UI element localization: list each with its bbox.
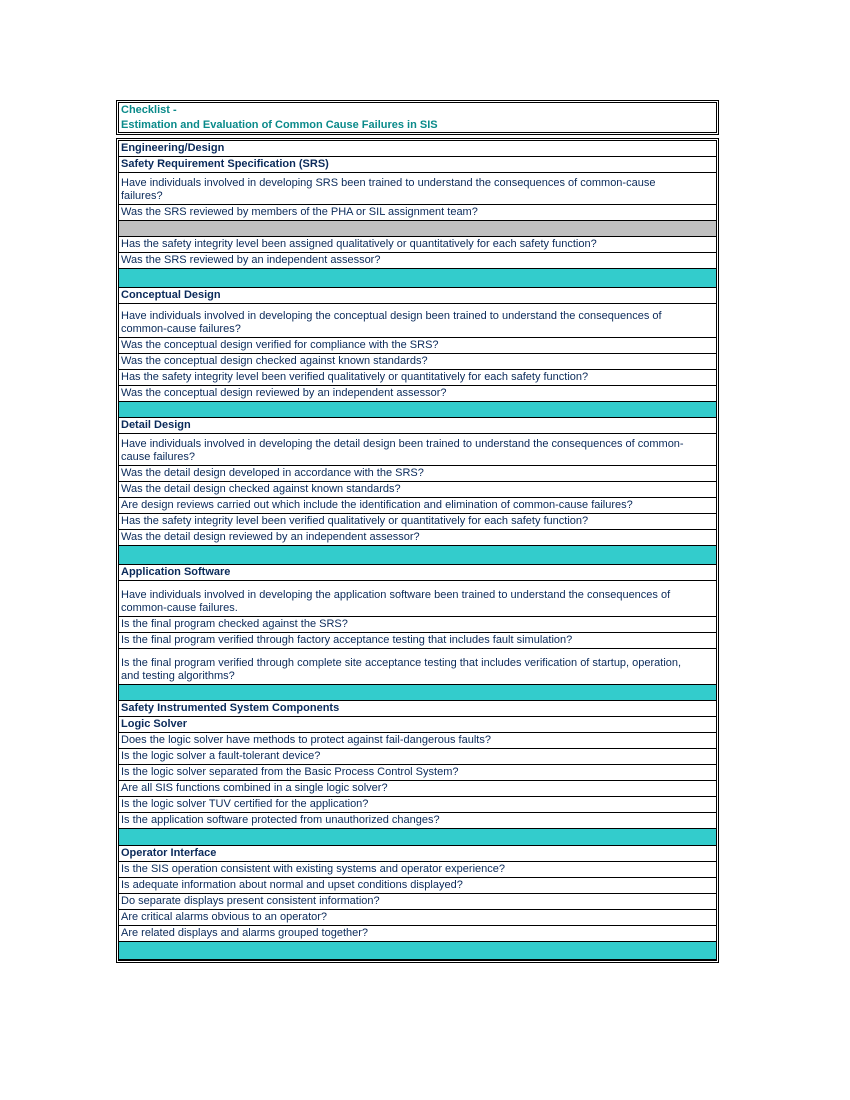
checklist-question-row (119, 354, 716, 370)
question-text: Has the safety integrity level been verified qualitatively or quantitatively for each safety function? (121, 515, 589, 527)
question-text: Was the conceptual design checked against known standards? (121, 355, 428, 367)
question-text: Is the final program checked against the SRS? (121, 618, 348, 630)
gray-separator-row (119, 221, 716, 237)
checklist-question-row (119, 797, 716, 813)
heading-text: Safety Requirement Specification (SRS) (121, 158, 329, 170)
checklist-title-line1: Checklist - (121, 104, 177, 116)
section-separator-row (119, 269, 716, 288)
question-text: Is the final program verified through complete site acceptance testing that includes verification of startup, operation, and testing algorithms? (121, 657, 682, 682)
checklist-title-box (116, 100, 719, 135)
question-text: Was the conceptual design verified for compliance with the SRS? (121, 339, 439, 351)
checklist-question-row (119, 514, 716, 530)
checklist-question-row (119, 530, 716, 546)
checklist-question-row (119, 733, 716, 749)
question-text: Is the SIS operation consistent with existing systems and operator experience? (121, 863, 505, 875)
question-text: Was the conceptual design reviewed by an independent assessor? (121, 387, 447, 399)
checklist-question-row (119, 253, 716, 269)
checklist-question-row (119, 466, 716, 482)
section-separator-row (119, 685, 716, 701)
question-text: Have individuals involved in developing the detail design been trained to understand the consequences of common-cause failures? (121, 438, 684, 463)
section-separator-row (119, 829, 716, 846)
heading-text: Safety Instrumented System Components (121, 702, 340, 714)
section-separator-row (119, 546, 716, 565)
heading-text: Conceptual Design (121, 289, 221, 301)
checklist-question-row (119, 338, 716, 354)
question-text: Is adequate information about normal and upset conditions displayed? (121, 879, 463, 891)
section-heading-row (119, 418, 716, 434)
checklist-question-row (119, 205, 716, 221)
question-text: Is the logic solver separated from the Basic Process Control System? (121, 766, 459, 778)
question-text: Is the application software protected from unauthorized changes? (121, 814, 440, 826)
checklist-question-row (119, 482, 716, 498)
checklist-question-row (119, 617, 716, 633)
question-text: Is the logic solver a fault-tolerant device? (121, 750, 321, 762)
section-heading-row (119, 288, 716, 304)
checklist-question-row (119, 926, 716, 942)
checklist-question-row (119, 237, 716, 253)
heading-text: Logic Solver (121, 718, 188, 730)
checklist-question-row (119, 765, 716, 781)
question-text: Has the safety integrity level been verified qualitatively or quantitatively for each safety function? (121, 371, 589, 383)
checklist-question-row (119, 781, 716, 797)
question-text: Has the safety integrity level been assigned qualitatively or quantitatively for each safety function? (121, 238, 597, 250)
question-text: Is the logic solver TUV certified for the application? (121, 798, 369, 810)
section-heading-row (119, 565, 716, 581)
checklist-question-row (119, 370, 716, 386)
question-text: Are all SIS functions combined in a single logic solver? (121, 782, 388, 794)
checklist-question-row (119, 649, 716, 685)
question-text: Was the SRS reviewed by members of the PHA or SIL assignment team? (121, 206, 478, 218)
checklist-question-row (119, 878, 716, 894)
checklist-question-row (119, 386, 716, 402)
question-text: Was the detail design developed in accordance with the SRS? (121, 467, 424, 479)
checklist-question-row (119, 434, 716, 466)
checklist-table (116, 138, 719, 963)
heading-text: Detail Design (121, 419, 191, 431)
heading-text: Operator Interface (121, 847, 217, 859)
question-text: Was the SRS reviewed by an independent assessor? (121, 254, 381, 266)
question-text: Does the logic solver have methods to protect against fail-dangerous faults? (121, 734, 491, 746)
section-heading-row (119, 157, 716, 173)
category-heading-row (119, 701, 716, 717)
question-text: Are design reviews carried out which include the identification and elimination of common-cause failures? (121, 499, 633, 511)
checklist-question-row (119, 894, 716, 910)
checklist-question-row (119, 633, 716, 649)
checklist-title-line2: Estimation and Evaluation of Common Cause Failures in SIS (121, 119, 438, 131)
question-text: Are critical alarms obvious to an operator? (121, 911, 328, 923)
question-text: Have individuals involved in developing SRS been trained to understand the consequences of common-cause failures? (121, 177, 656, 202)
checklist-question-row (119, 173, 716, 205)
heading-text: Engineering/Design (121, 142, 225, 154)
checklist-question-row (119, 581, 716, 617)
question-text: Is the final program verified through factory acceptance testing that includes fault simulation? (121, 634, 573, 646)
category-heading-row (119, 141, 716, 157)
question-text: Was the detail design reviewed by an independent assessor? (121, 531, 420, 543)
question-text: Have individuals involved in developing the application software been trained to understand the consequences of common-cause failures. (121, 589, 671, 614)
checklist-question-row (119, 910, 716, 926)
checklist-question-row (119, 498, 716, 514)
section-separator-row (119, 942, 716, 960)
checklist-question-row (119, 749, 716, 765)
question-text: Do separate displays present consistent information? (121, 895, 380, 907)
question-text: Was the detail design checked against known standards? (121, 483, 401, 495)
question-text: Are related displays and alarms grouped together? (121, 927, 369, 939)
section-heading-row (119, 846, 716, 862)
checklist-question-row (119, 813, 716, 829)
question-text: Have individuals involved in developing the conceptual design been trained to understand the consequences of common-cause failures? (121, 310, 662, 335)
section-heading-row (119, 717, 716, 733)
checklist-question-row (119, 862, 716, 878)
heading-text: Application Software (121, 566, 231, 578)
section-separator-row (119, 402, 716, 418)
checklist-question-row (119, 304, 716, 338)
